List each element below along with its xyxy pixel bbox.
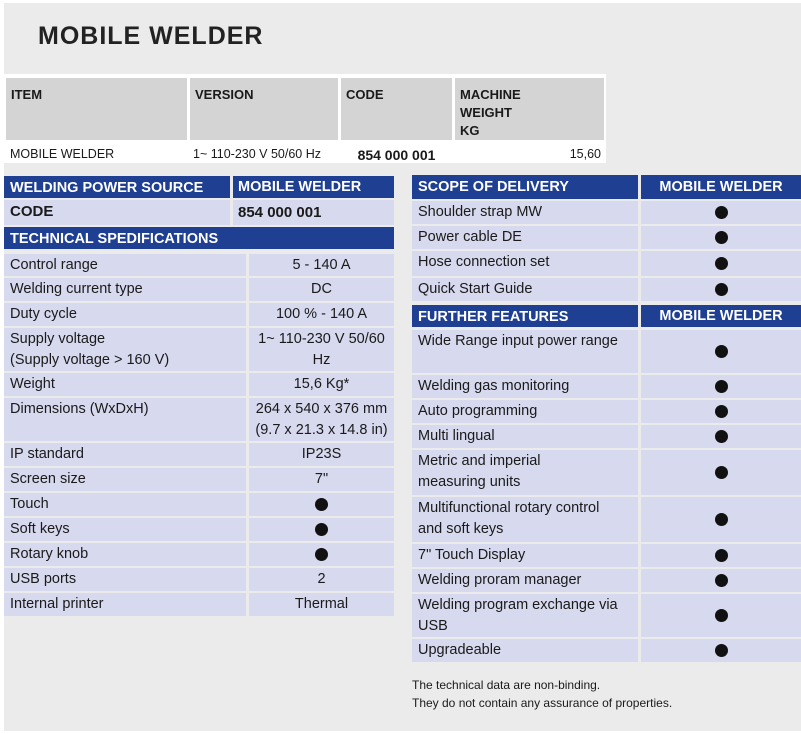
spec-row-value-cell bbox=[249, 398, 394, 441]
item-table bbox=[4, 74, 606, 163]
row-label-line2: measuring units bbox=[418, 474, 521, 490]
weight-header bbox=[455, 78, 604, 140]
feature-row-value-cell bbox=[641, 594, 801, 637]
item-value: MOBILE WELDER bbox=[10, 147, 115, 161]
spec-row-label-cell bbox=[4, 593, 246, 616]
spec-row bbox=[4, 278, 394, 303]
spec-row bbox=[4, 468, 394, 493]
spec-row bbox=[4, 254, 394, 278]
row-value: 15,6 Kg* bbox=[293, 376, 350, 392]
power-source-header-value-cell bbox=[233, 176, 394, 198]
row-value: 7" bbox=[314, 471, 329, 487]
row-label: Quick Start Guide bbox=[418, 281, 533, 297]
spec-row-label-cell bbox=[4, 518, 246, 541]
row-value: 1~ 110-230 V 50/60 Hz bbox=[258, 330, 385, 368]
row-label: Multifunctional rotary control bbox=[418, 500, 600, 516]
filled-dot-icon bbox=[315, 523, 328, 536]
row-label: Welding current type bbox=[10, 281, 143, 297]
row-label: Weight bbox=[10, 376, 55, 392]
filled-dot-icon bbox=[715, 549, 728, 562]
row-label: Screen size bbox=[10, 471, 86, 487]
filled-dot-icon bbox=[715, 466, 728, 479]
row-label: FURTHER FEATURES bbox=[418, 309, 569, 325]
scope-row-value-cell bbox=[641, 201, 801, 224]
spec-row-label-cell bbox=[4, 568, 246, 591]
scope-row bbox=[412, 201, 801, 226]
filled-dot-icon bbox=[715, 345, 728, 358]
tech-spec-section-header bbox=[4, 227, 394, 251]
tech-spec-section-cell bbox=[4, 227, 394, 249]
spec-row bbox=[4, 593, 394, 618]
feature-row-label-cell bbox=[412, 569, 638, 592]
spec-row bbox=[4, 518, 394, 543]
footnote-line2: They do not contain any assurance of properties. bbox=[412, 696, 673, 710]
spec-row-value-cell bbox=[249, 543, 394, 566]
row-label: SCOPE OF DELIVERY bbox=[418, 179, 569, 195]
item-header bbox=[6, 78, 187, 140]
scope-row bbox=[412, 251, 801, 278]
scope-row-label-cell bbox=[412, 226, 638, 249]
weight-value: 15,60 bbox=[569, 147, 601, 161]
spec-row bbox=[4, 493, 394, 518]
row-value: 854 000 001 bbox=[238, 204, 322, 221]
feature-row bbox=[412, 450, 801, 497]
row-label: Dimensions (WxDxH) bbox=[10, 401, 149, 417]
filled-dot-icon bbox=[315, 548, 328, 561]
row-label: Wide Range input power range bbox=[418, 333, 618, 349]
feature-row bbox=[412, 497, 801, 544]
row-label: Duty cycle bbox=[10, 306, 77, 322]
feature-row-label-cell bbox=[412, 594, 638, 637]
row-value: MOBILE WELDER bbox=[238, 178, 362, 195]
code-row-label-cell bbox=[4, 200, 230, 225]
spec-row-label-cell bbox=[4, 303, 246, 326]
filled-dot-icon bbox=[315, 498, 328, 511]
row-label: Shoulder strap MW bbox=[418, 204, 543, 220]
feature-row-value-cell bbox=[641, 400, 801, 423]
scope-row-value-cell bbox=[641, 278, 801, 301]
spec-row-label-cell bbox=[4, 398, 246, 441]
item-header-label: ITEM bbox=[11, 87, 43, 102]
spec-row-value-cell bbox=[249, 328, 394, 371]
power-source-header-label-cell bbox=[4, 176, 230, 198]
filled-dot-icon bbox=[715, 257, 728, 270]
spec-row bbox=[4, 443, 394, 468]
row-value: MOBILE WELDER bbox=[659, 307, 783, 324]
spec-row-value-cell bbox=[249, 593, 394, 616]
filled-dot-icon bbox=[715, 380, 728, 393]
row-label-line2: (Supply voltage > 160 V) bbox=[10, 352, 170, 368]
scope-row bbox=[412, 278, 801, 303]
spec-row-value-cell bbox=[249, 568, 394, 591]
spec-row bbox=[4, 543, 394, 568]
spec-row bbox=[4, 303, 394, 328]
features-header-label-cell bbox=[412, 305, 638, 327]
row-label-line2: and soft keys bbox=[418, 521, 504, 537]
feature-row-value-cell bbox=[641, 639, 801, 662]
row-label-line2: USB bbox=[418, 618, 448, 634]
filled-dot-icon bbox=[715, 609, 728, 622]
scope-header-value-cell bbox=[641, 175, 801, 199]
scope-header bbox=[412, 175, 801, 201]
feature-row-value-cell bbox=[641, 544, 801, 567]
section-label: TECHNICAL SPEDIFICATIONS bbox=[10, 231, 219, 247]
row-value: 264 x 540 x 376 mm bbox=[255, 401, 388, 417]
spec-row bbox=[4, 568, 394, 593]
feature-row-label-cell bbox=[412, 375, 638, 398]
feature-row-value-cell bbox=[641, 569, 801, 592]
row-label: IP standard bbox=[10, 446, 84, 462]
row-label: Control range bbox=[10, 257, 98, 273]
filled-dot-icon bbox=[715, 574, 728, 587]
spec-row-value-cell bbox=[249, 254, 394, 276]
datasheet-page bbox=[4, 3, 801, 731]
feature-row bbox=[412, 544, 801, 569]
feature-row bbox=[412, 425, 801, 450]
scope-row bbox=[412, 226, 801, 251]
spec-row-value-cell bbox=[249, 518, 394, 541]
page-title: MOBILE WELDER bbox=[38, 22, 264, 50]
feature-row bbox=[412, 639, 801, 664]
footnote-line1: The technical data are non-binding. bbox=[412, 678, 601, 692]
spec-row-value-cell bbox=[249, 303, 394, 326]
row-value: 100 % - 140 A bbox=[275, 306, 368, 322]
row-label: CODE bbox=[10, 203, 54, 220]
scope-row-value-cell bbox=[641, 251, 801, 276]
spec-row-label-cell bbox=[4, 543, 246, 566]
code-header bbox=[341, 78, 452, 140]
feature-row bbox=[412, 569, 801, 594]
spec-row bbox=[4, 373, 394, 398]
feature-row-value-cell bbox=[641, 497, 801, 542]
feature-row bbox=[412, 330, 801, 375]
feature-row bbox=[412, 375, 801, 400]
feature-row-label-cell bbox=[412, 450, 638, 495]
row-label: Welding proram manager bbox=[418, 572, 582, 588]
filled-dot-icon bbox=[715, 206, 728, 219]
spec-row-label-cell bbox=[4, 254, 246, 276]
row-label: Soft keys bbox=[10, 521, 70, 537]
row-label: Hose connection set bbox=[418, 254, 550, 270]
spec-row bbox=[4, 398, 394, 443]
row-label: Auto programming bbox=[418, 403, 538, 419]
features-header-value-cell bbox=[641, 305, 801, 327]
filled-dot-icon bbox=[715, 283, 728, 296]
row-label: 7" Touch Display bbox=[418, 547, 526, 563]
features-header bbox=[412, 305, 801, 329]
filled-dot-icon bbox=[715, 513, 728, 526]
spec-row-value-cell bbox=[249, 373, 394, 396]
feature-row-label-cell bbox=[412, 497, 638, 542]
row-label: Welding gas monitoring bbox=[418, 378, 570, 394]
row-value: MOBILE WELDER bbox=[659, 178, 783, 195]
feature-row bbox=[412, 400, 801, 425]
filled-dot-icon bbox=[715, 231, 728, 244]
version-value: 1~ 110-230 V 50/60 Hz bbox=[193, 147, 321, 161]
row-label: Multi lingual bbox=[418, 428, 495, 444]
weight-header-line2: WEIGHT bbox=[460, 105, 512, 120]
feature-row-label-cell bbox=[412, 425, 638, 448]
row-value: 5 - 140 A bbox=[292, 256, 351, 273]
row-label: Rotary knob bbox=[10, 546, 89, 562]
scope-row-label-cell bbox=[412, 201, 638, 224]
scope-row-label-cell bbox=[412, 251, 638, 276]
row-label: USB ports bbox=[10, 571, 77, 587]
feature-row-value-cell bbox=[641, 450, 801, 495]
code-header-label: CODE bbox=[346, 87, 384, 102]
code-row-value-cell bbox=[233, 200, 394, 225]
row-value: Thermal bbox=[294, 596, 349, 612]
code-row bbox=[4, 200, 394, 227]
filled-dot-icon bbox=[715, 430, 728, 443]
scope-row-value-cell bbox=[641, 226, 801, 249]
scope-header-label-cell bbox=[412, 175, 638, 199]
feature-row-label-cell bbox=[412, 639, 638, 662]
row-value: IP23S bbox=[301, 446, 342, 462]
row-label: WELDING POWER SOURCE bbox=[10, 180, 204, 196]
footnote bbox=[412, 676, 672, 712]
spec-row bbox=[4, 328, 394, 373]
row-value: 2 bbox=[317, 571, 326, 587]
feature-row-label-cell bbox=[412, 330, 638, 373]
scope-row-label-cell bbox=[412, 278, 638, 301]
spec-row-label-cell bbox=[4, 328, 246, 371]
code-value: 854 000 001 bbox=[357, 147, 436, 163]
spec-row-label-cell bbox=[4, 373, 246, 396]
row-label: Metric and imperial bbox=[418, 453, 541, 469]
weight-header-line3: KG bbox=[460, 123, 480, 138]
row-label: Welding program exchange via bbox=[418, 597, 618, 613]
row-label: Touch bbox=[10, 496, 49, 512]
row-label: Power cable DE bbox=[418, 229, 522, 245]
row-value: DC bbox=[311, 281, 332, 297]
feature-row-label-cell bbox=[412, 400, 638, 423]
feature-row-value-cell bbox=[641, 375, 801, 398]
feature-row-value-cell bbox=[641, 425, 801, 448]
feature-row bbox=[412, 594, 801, 639]
spec-row-label-cell bbox=[4, 493, 246, 516]
version-header bbox=[190, 78, 338, 140]
row-label: Internal printer bbox=[10, 596, 104, 612]
feature-row-label-cell bbox=[412, 544, 638, 567]
filled-dot-icon bbox=[715, 644, 728, 657]
weight-header-line1: MACHINE bbox=[460, 87, 521, 102]
version-header-label: VERSION bbox=[195, 87, 254, 102]
filled-dot-icon bbox=[715, 405, 728, 418]
row-label: Supply voltage bbox=[10, 331, 106, 347]
spec-row-value-cell bbox=[249, 278, 394, 301]
spec-row-value-cell bbox=[249, 468, 394, 491]
spec-row-label-cell bbox=[4, 443, 246, 466]
spec-row-label-cell bbox=[4, 278, 246, 301]
spec-row-label-cell bbox=[4, 468, 246, 491]
row-value-line2: (9.7 x 21.3 x 14.8 in) bbox=[255, 422, 388, 438]
power-source-header bbox=[4, 176, 394, 200]
spec-row-value-cell bbox=[249, 443, 394, 466]
feature-row-value-cell bbox=[641, 330, 801, 373]
row-label: Upgradeable bbox=[418, 642, 502, 658]
spec-row-value-cell bbox=[249, 493, 394, 516]
